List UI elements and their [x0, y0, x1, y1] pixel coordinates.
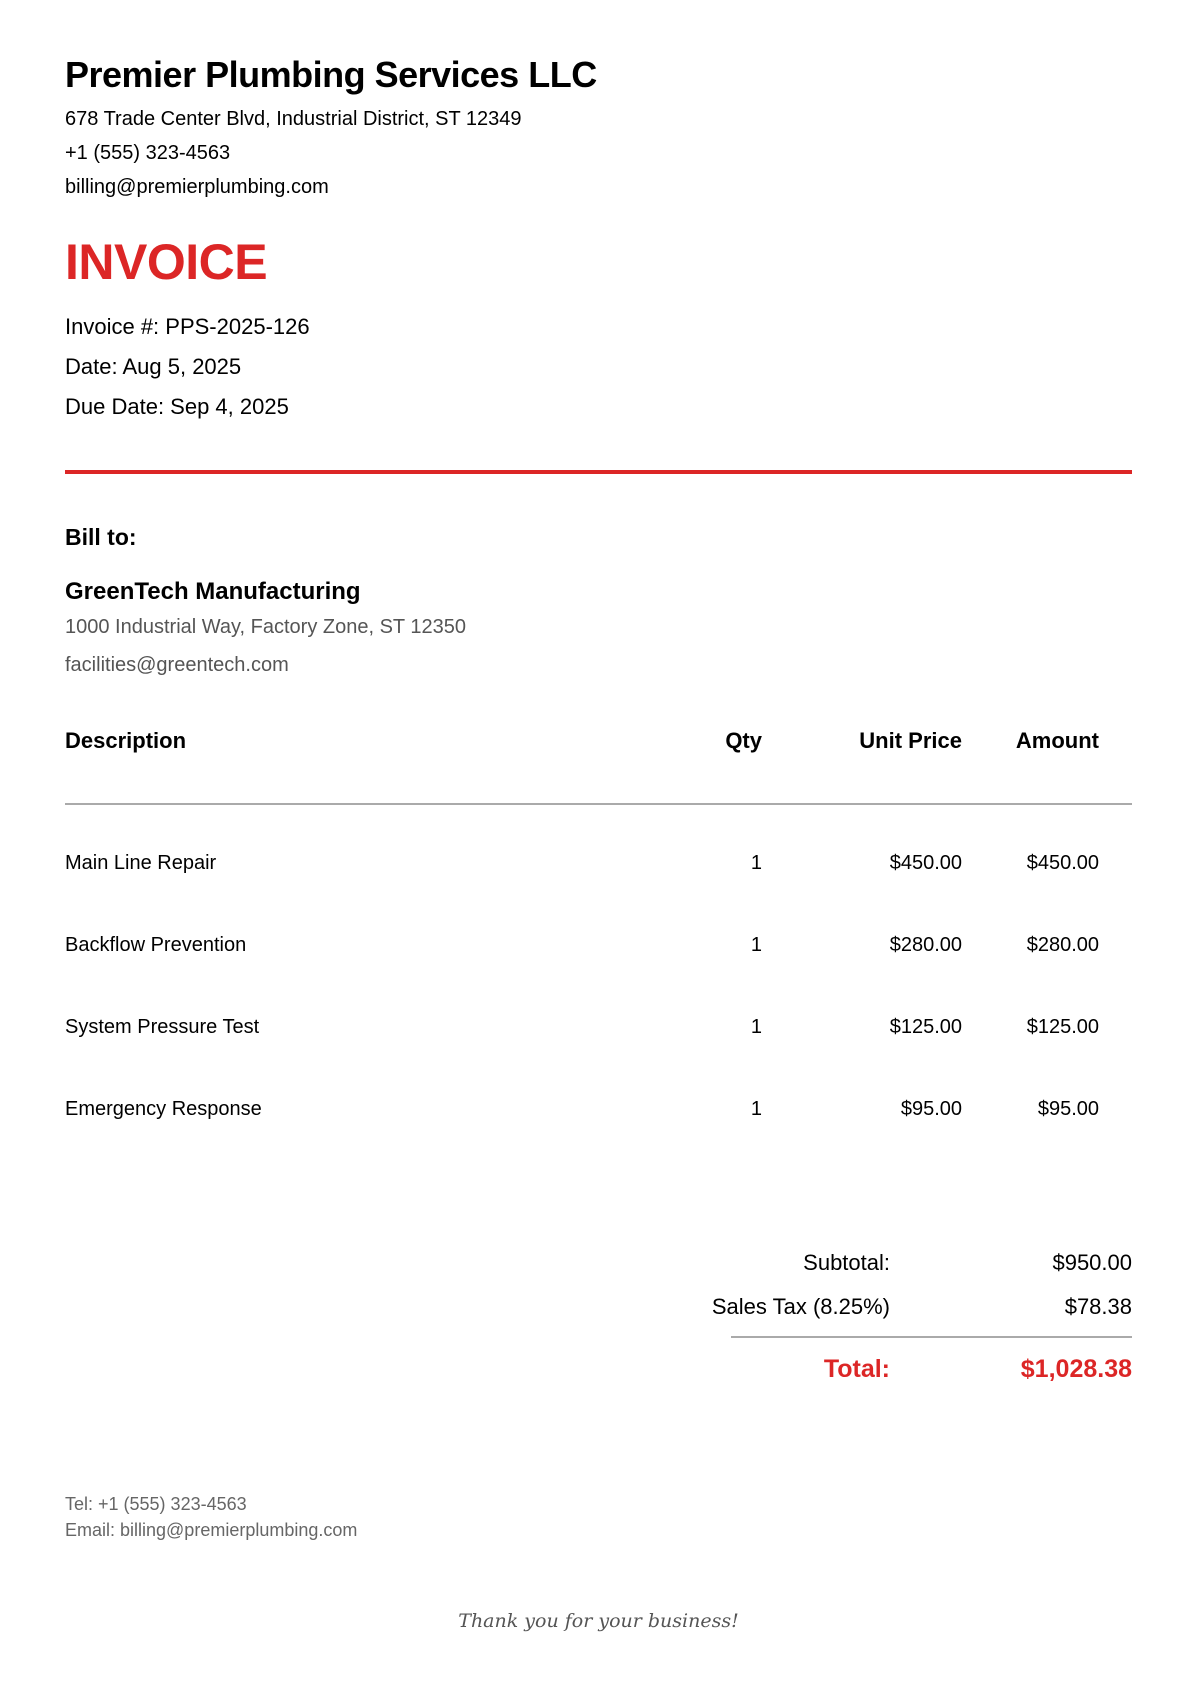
client-name: GreenTech Manufacturing — [65, 578, 361, 605]
row-amount: $280.00 — [1026, 934, 1099, 956]
row-description: Main Line Repair — [65, 852, 217, 874]
row-description: System Pressure Test — [65, 1016, 260, 1038]
row-amount: $95.00 — [1037, 1098, 1099, 1120]
client-address: 1000 Industrial Way, Factory Zone, ST 12350 — [65, 616, 466, 638]
tax-value: $78.38 — [1064, 1294, 1132, 1319]
invoice-title: INVOICE — [65, 234, 268, 290]
company-email: billing@premierplumbing.com — [65, 176, 329, 198]
company-phone: +1 (555) 323-4563 — [65, 142, 231, 164]
row-amount: $450.00 — [1026, 852, 1099, 874]
total-value: $1,028.38 — [1020, 1355, 1132, 1383]
company-name: Premier Plumbing Services LLC — [65, 54, 597, 95]
row-description: Emergency Response — [65, 1098, 262, 1120]
company-address: 678 Trade Center Blvd, Industrial District, ST 12349 — [65, 108, 522, 130]
row-unit-price: $95.00 — [900, 1098, 962, 1120]
header-description: Description — [65, 728, 187, 753]
footer-email: Email: billing@premierplumbing.com — [65, 1520, 358, 1540]
header-unit-price: Unit Price — [859, 728, 962, 753]
invoice-number: Invoice #: PPS-2025-126 — [65, 314, 310, 339]
row-qty: 1 — [750, 1016, 762, 1038]
row-qty: 1 — [750, 934, 762, 956]
row-unit-price: $450.00 — [889, 852, 962, 874]
invoice-date: Date: Aug 5, 2025 — [65, 354, 242, 379]
header-divider — [65, 470, 1132, 474]
invoice-page — [65, 0, 1132, 1684]
bill-to-heading: Bill to: — [65, 524, 137, 550]
row-unit-price: $125.00 — [889, 1016, 962, 1038]
subtotal-value: $950.00 — [1052, 1250, 1132, 1275]
totals-divider — [731, 1336, 1132, 1338]
footer-tel: Tel: +1 (555) 323-4563 — [65, 1494, 247, 1514]
table-header-divider — [65, 803, 1132, 805]
tax-label: Sales Tax (8.25%) — [711, 1294, 890, 1319]
row-unit-price: $280.00 — [889, 934, 962, 956]
total-label: Total: — [823, 1355, 890, 1383]
header-qty: Qty — [725, 728, 762, 753]
client-email: facilities@greentech.com — [65, 654, 289, 676]
subtotal-label: Subtotal: — [803, 1250, 890, 1275]
row-description: Backflow Prevention — [65, 934, 247, 956]
thank-you-note: Thank you for your business! — [458, 1610, 739, 1632]
row-amount: $125.00 — [1026, 1016, 1099, 1038]
header-amount: Amount — [1015, 728, 1099, 753]
invoice-due-date: Due Date: Sep 4, 2025 — [65, 394, 289, 419]
row-qty: 1 — [750, 852, 762, 874]
row-qty: 1 — [750, 1098, 762, 1120]
